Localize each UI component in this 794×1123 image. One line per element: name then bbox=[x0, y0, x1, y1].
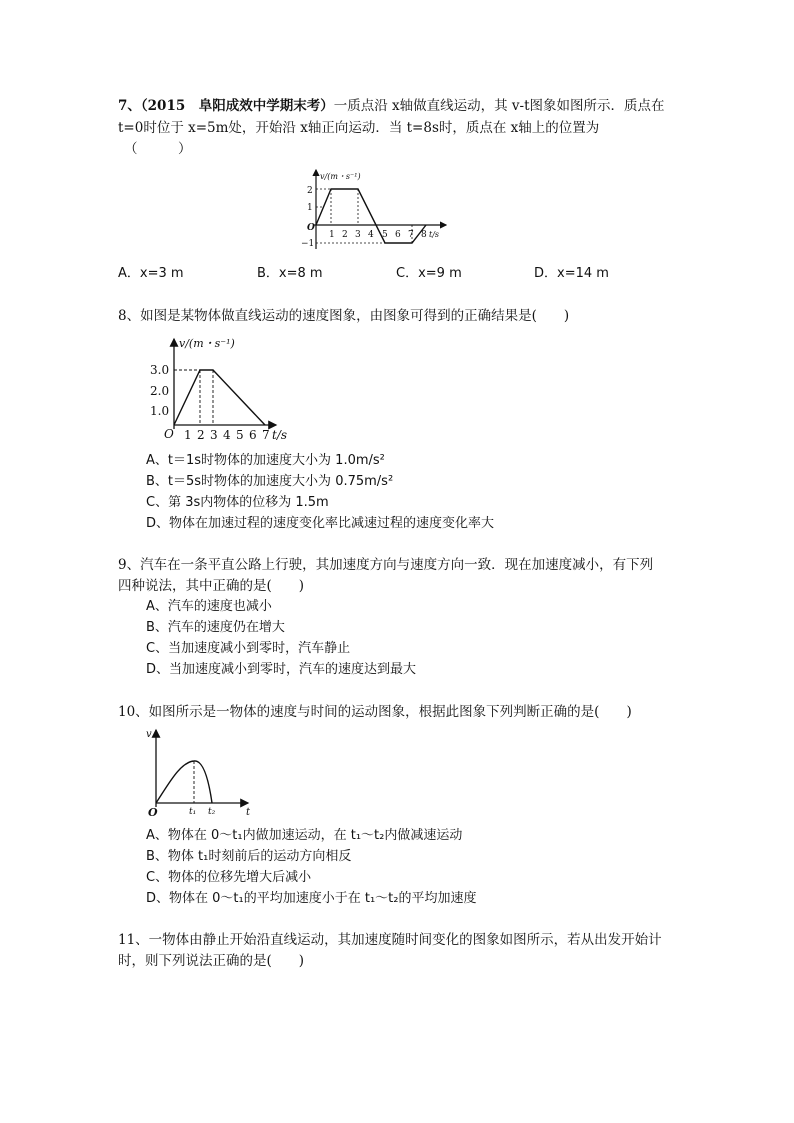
q8-origin: O bbox=[164, 427, 174, 441]
q7-text1: 一质点沿 x轴做直线运动，其 v-t图象如图所示．质点在 bbox=[333, 98, 665, 114]
q10-option-b: B、物体 t₁时刻前后的运动方向相反 bbox=[146, 849, 352, 864]
q7-xtick-7: 7 bbox=[408, 230, 414, 240]
q9-option-d: D、当加速度减小到零时，汽车的速度达到最大 bbox=[146, 662, 417, 677]
q7-stem-line1 bbox=[118, 97, 665, 115]
q7-origin: O bbox=[307, 223, 315, 233]
q8-xtick-3: 3 bbox=[210, 428, 218, 442]
q10-y-label: v bbox=[146, 729, 152, 740]
q8-xtick-5: 5 bbox=[236, 428, 244, 442]
q10-stem: 10、如图所示是一物体的速度与时间的运动图象，根据此图象下列判断正确的是( ) bbox=[118, 704, 632, 720]
q7-xtick-2: 2 bbox=[342, 230, 348, 240]
q7-xtick-6: 6 bbox=[395, 230, 401, 240]
q7-ytick-neg1: −1 bbox=[301, 239, 315, 249]
q9-option-c: C、当加速度减小到零时，汽车静止 bbox=[146, 641, 351, 656]
q7-y-label: v/(m・s⁻¹) bbox=[320, 172, 361, 181]
q7-xtick-4: 4 bbox=[368, 230, 374, 240]
q7-option-c: C．x=9 m bbox=[396, 266, 462, 281]
q8-option-b: B、t＝5s时物体的加速度大小为 0.75m/s² bbox=[146, 474, 394, 489]
q8-ytick-2: 2.0 bbox=[150, 384, 170, 398]
q9-option-b: B、汽车的速度仍在增大 bbox=[146, 620, 285, 635]
q10-option-a: A、物体在 0～t₁内做加速运动，在 t₁～t₂内做减速运动 bbox=[146, 828, 463, 843]
q7-ytick-2: 2 bbox=[307, 186, 313, 196]
q11-stem-line1: 11、一物体由静止开始沿直线运动，其加速度随时间变化的图象如图所示，若从出发开始计 bbox=[118, 932, 662, 948]
q8-stem: 8、如图是某物体做直线运动的速度图象，由图象可得到的正确结果是( ) bbox=[118, 308, 570, 324]
q8-ytick-1: 1.0 bbox=[150, 404, 170, 418]
q10-option-d: D、物体在 0～t₁的平均加速度小于在 t₁～t₂的平均加速度 bbox=[146, 891, 477, 906]
q9-option-a: A、汽车的速度也减小 bbox=[146, 599, 272, 614]
q8-vt-graph bbox=[146, 333, 296, 445]
q7-number: 7、 bbox=[118, 98, 141, 114]
q10-t1-label: t₁ bbox=[189, 807, 197, 817]
q8-ytick-3: 3.0 bbox=[150, 363, 170, 377]
q9-stem-line2: 四种说法，其中正确的是( ) bbox=[118, 578, 305, 594]
q7-stem-line2: t=0时位于 x=5m处，开始沿 x轴正向运动．当 t=8s时，质点在 x轴上的位置为 bbox=[118, 120, 600, 136]
q10-x-label: t bbox=[246, 807, 251, 818]
q10-option-c: C、物体的位移先增大后减小 bbox=[146, 870, 312, 885]
q7-xtick-1: 1 bbox=[329, 230, 335, 240]
q8-xtick-4: 4 bbox=[223, 428, 231, 442]
q7-option-a: A．x=3 m bbox=[118, 266, 184, 281]
q8-xtick-6: 6 bbox=[249, 428, 257, 442]
q11-stem-line2: 时，则下列说法正确的是( ) bbox=[118, 953, 305, 969]
q8-x-label: t/s bbox=[272, 428, 288, 442]
q10-origin: O bbox=[148, 806, 158, 819]
q7-vt-graph bbox=[296, 164, 456, 254]
q9-stem-line1: 9、汽车在一条平直公路上行驶，其加速度方向与速度方向一致．现在加速度减小，有下列 bbox=[118, 557, 654, 573]
q8-y-label: v/(m・s⁻¹) bbox=[179, 337, 235, 350]
q8-xtick-7: 7 bbox=[262, 428, 270, 442]
q7-x-label: t/s bbox=[429, 230, 440, 239]
q7-ytick-1: 1 bbox=[307, 203, 313, 213]
q7-option-d: D．x=14 m bbox=[534, 266, 609, 281]
q7-answer-blank: （ ） bbox=[124, 141, 192, 157]
q8-option-d: D、物体在加速过程的速度变化率比减速过程的速度变化率大 bbox=[146, 516, 495, 531]
q7-xtick-3: 3 bbox=[355, 230, 361, 240]
q8-option-a: A、t＝1s时物体的加速度大小为 1.0m/s² bbox=[146, 453, 385, 468]
q8-option-c: C、第 3s内物体的位移为 1.5m bbox=[146, 495, 329, 510]
q8-xtick-2: 2 bbox=[197, 428, 205, 442]
q7-source: （2015 阜阳成效中学期末考） bbox=[140, 98, 334, 114]
q10-vt-graph bbox=[144, 725, 256, 821]
q8-xtick-1: 1 bbox=[184, 428, 192, 442]
q7-option-b: B．x=8 m bbox=[257, 266, 323, 281]
q7-xtick-5: 5 bbox=[382, 230, 388, 240]
q7-xtick-8: 8 bbox=[421, 230, 427, 240]
q10-velocity-curve bbox=[156, 761, 212, 803]
q10-t2-label: t₂ bbox=[208, 807, 216, 817]
q8-velocity-curve bbox=[174, 370, 265, 425]
